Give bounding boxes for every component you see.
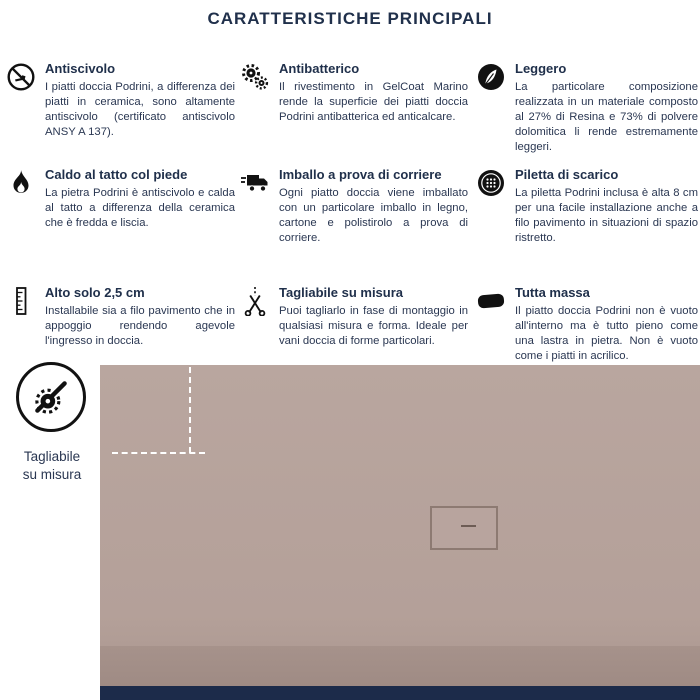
drain-cover [430, 506, 498, 550]
badge-label-line2: su misura [22, 466, 82, 482]
drain-cover-notch [461, 525, 476, 527]
feature-body [515, 168, 698, 246]
bottom-section-divider [100, 686, 700, 700]
feature-tutta-massa [476, 286, 698, 364]
feature-title: Antiscivolo [45, 61, 116, 76]
drain-icon [476, 168, 506, 198]
feature-body [515, 62, 698, 155]
feature-title: Imballo a prova di corriere [279, 167, 442, 182]
page-title: CARATTERISTICHE PRINCIPALI [207, 9, 493, 28]
cut-guide-vertical-line [189, 367, 191, 453]
feature-caldo-al-tatto [6, 168, 235, 231]
feature-body [45, 286, 235, 349]
solid-slab-icon [476, 286, 506, 316]
flame-icon [6, 168, 36, 198]
feature-text: Installabile sia a filo pavimento che in appoggio rendendo agevole l'ingresso in doccia. [45, 304, 235, 347]
feature-antibatterico [240, 62, 468, 125]
feature-title: Leggero [515, 61, 567, 76]
badge-label-line1: Tagliabile [23, 449, 81, 464]
feature-text: La piletta Podrini inclusa è alta 8 cm per una facile installazione anche a filo pavimento in situazioni di spazio ristretto. [515, 186, 698, 244]
feature-body [515, 286, 698, 364]
feature-body [279, 168, 468, 246]
truck-icon [240, 168, 270, 198]
cut-to-size-badge-label [0, 448, 104, 483]
cut-to-size-badge [16, 362, 86, 432]
feature-antiscivolo [6, 62, 235, 140]
feature-body [279, 286, 468, 349]
feature-title: Tagliabile su misura [279, 285, 404, 300]
no-slip-icon [6, 62, 36, 92]
feature-title: Caldo al tatto col piede [45, 167, 188, 182]
feature-title: Antibatterico [279, 61, 360, 76]
feature-tagliabile [240, 286, 468, 349]
antibacterial-icon [240, 62, 270, 92]
feature-imballo [240, 168, 468, 246]
feature-text: La particolare composizione realizzata in un materiale composto al 27% di Resina e 73% di polvere dolomitica li rende estremamente leggeri. [515, 80, 698, 153]
feature-leggero [476, 62, 698, 155]
feature-body [45, 168, 235, 231]
feature-body [45, 62, 235, 140]
cut-guide-horizontal-line [112, 452, 205, 454]
feature-title: Piletta di scarico [515, 167, 619, 182]
shower-tray-front-edge [100, 646, 700, 686]
feature-text: Ogni piatto doccia viene imballato con un particolare imballo in legno, cartone e polistirolo a prova di corriere. [279, 186, 468, 244]
feature-text: Puoi tagliarlo in fase di montaggio in qualsiasi misura e forma. Ideale per vani doccia di forme particolari. [279, 304, 468, 347]
ruler-icon [6, 286, 36, 316]
feather-icon [476, 62, 506, 92]
feature-text: La pietra Podrini è antiscivolo e calda al tatto a differenza della ceramica che è fredda e liscia. [45, 186, 235, 229]
feature-piletta [476, 168, 698, 246]
feature-text: Il piatto doccia Podrini non è vuoto all'interno ma è tutto pieno come una lastra in pietra. Non è vuoto come i piatti in acrilico. [515, 304, 698, 362]
scissors-icon [240, 286, 270, 316]
feature-title: Tutta massa [515, 285, 590, 300]
feature-alto-2-5cm [6, 286, 235, 349]
feature-text: I piatti doccia Podrini, a differenza dei piatti in ceramica, sono altamente antiscivolo (certificato antiscivolo ANSY A 137). [45, 80, 235, 138]
feature-body [279, 62, 468, 125]
feature-text: Il rivestimento in GelCoat Marino rende la superficie dei piatti doccia Podrini antibatterica ed anticalcare. [279, 80, 468, 123]
saw-cut-icon [28, 374, 74, 420]
feature-title: Alto solo 2,5 cm [45, 285, 145, 300]
